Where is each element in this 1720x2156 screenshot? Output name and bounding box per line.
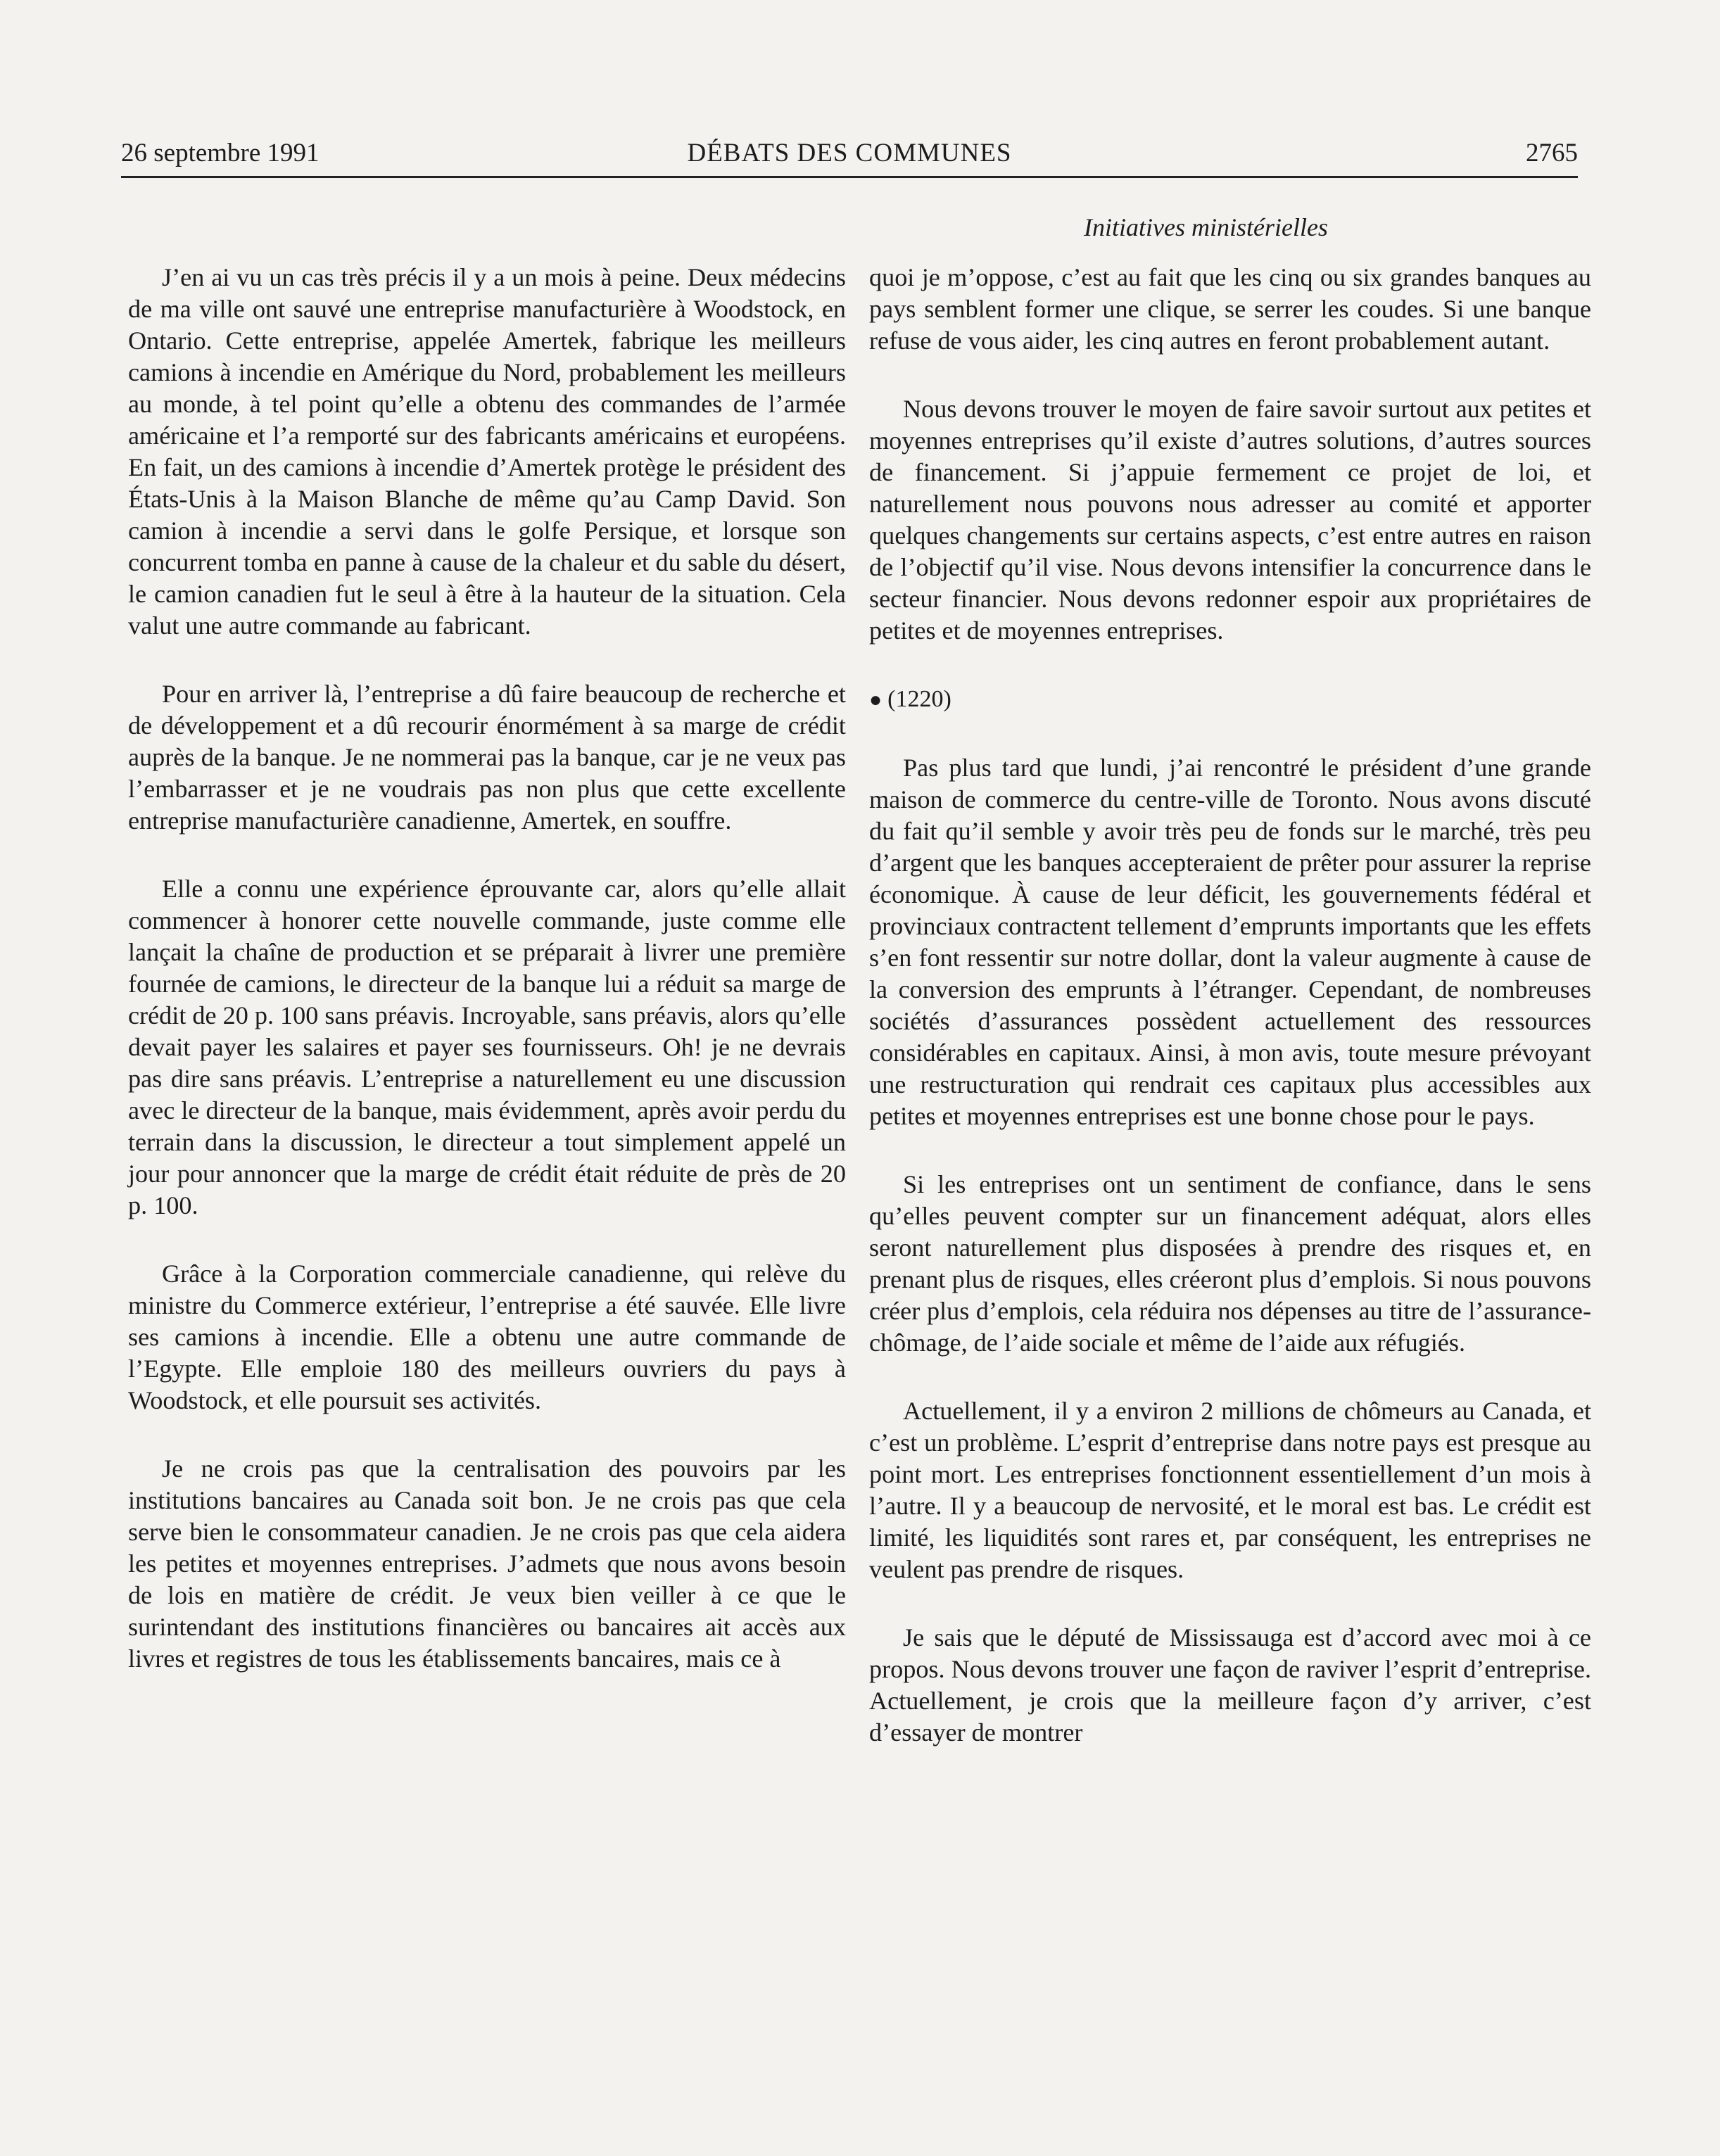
- bullet-icon: ●: [869, 688, 883, 711]
- time-marker: [869, 683, 1591, 716]
- running-header: [121, 138, 1578, 178]
- time-marker-text: (1220): [887, 686, 951, 712]
- paragraph: Je ne crois pas que la centralisation des pouvoirs par les institutions bancaires au Canada soit bon. Je ne crois pas que cela serve bien le consommateur canadien. Je ne crois pas que cela aidera les petites et moyennes entreprises. J’admets que nous avons besoin de lois en matière de crédit. Je veux bien veiller à ce que le surintendant des institutions financières ou bancaires ait accès aux livres et registres de tous les établissements bancaires, mais ce à: [128, 1454, 846, 1673]
- right-column: [869, 262, 1591, 1785]
- paragraph: Pour en arriver là, l’entreprise a dû faire beaucoup de recherche et de développement et a dû recourir énormément à sa marge de crédit auprès de la banque. Je ne nommerai pas la banque, car je ne veux pas l’embarrasser et je ne voudrais pas non plus que cette excellente entreprise manufacturière canadienne, Amertek, en souffre.: [128, 680, 846, 835]
- header-page-number: 2765: [1526, 139, 1578, 167]
- header-date: 26 septembre 1991: [121, 139, 320, 167]
- paragraph: J’en ai vu un cas très précis il y a un mois à peine. Deux médecins de ma ville ont sauvé une entreprise manufacturière à Woodstock, en Ontario. Cette entreprise, appelée Amertek, fabrique les meilleurs camions à incendie en Amérique du Nord, probablement les meilleurs au monde, à tel point qu’elle a obtenu des commandes de l’armée américaine et l’a remporté sur des fabricants américains et européens. En fait, un des camions à incendie d’Amertek protège le président des États-Unis à la Maison Blanche de même qu’au Camp David. Son camion à incendie a servi dans le golfe Persique, et lorsque son concurrent tomba en panne à cause de la chaleur et du sable du désert, le camion canadien fut le seul à être à la hauteur de la situation. Cela valut une autre commande au fabricant.: [128, 263, 846, 640]
- left-column: [128, 262, 846, 1711]
- paragraph: Elle a connu une expérience éprouvante car, alors qu’elle allait commencer à honorer cette nouvelle commande, juste comme elle lançait la chaîne de production et se préparait à livrer une première fournée de camions, le directeur de la banque lui a réduit sa marge de crédit de 20 p. 100 sans préavis. Incroyable, sans préavis, alors qu’elle devait payer les salaires et payer ses fournisseurs. Oh! je ne devrais pas dire sans préavis. L’entreprise a naturellement eu une discussion avec le directeur de la banque, mais évidemment, après avoir perdu du terrain dans la discussion, le directeur a tout simplement appelé un jour pour annoncer que la marge de crédit était réduite de près de 20 p. 100.: [128, 875, 846, 1219]
- header-title: DÉBATS DES COMMUNES: [687, 139, 1012, 167]
- paragraph: Pas plus tard que lundi, j’ai rencontré le président d’une grande maison de commerce du centre-ville de Toronto. Nous avons discuté du fait qu’il semble y avoir très peu de fonds sur le marché, très peu d’argent que les banques accepteraient de prêter pour assurer la reprise économique. À cause de leur déficit, les gouvernements fédéral et provinciaux contractent tellement d’emprunts importants que les effets s’en font ressentir sur notre dollar, dont la valeur augmente à cause de la conversion des emprunts à l’étranger. Cependant, de nombreuses sociétés d’assurances possèdent actuellement des ressources considérables en capitaux. Ainsi, à mon avis, toute mesure prévoyant une restructuration qui rendrait ces capitaux plus accessibles aux petites et moyennes entreprises est une bonne chose pour le pays.: [869, 754, 1591, 1130]
- paragraph: Nous devons trouver le moyen de faire savoir surtout aux petites et moyennes entreprises qu’il existe d’autres solutions, d’autres sources de financement. Si j’appuie fermement ce projet de loi, et naturellement nous pouvons nous adresser au comité et apporter quelques changements sur certains aspects, c’est entre autres en raison de l’objectif qu’il vise. Nous devons intensifier la concurrence dans le secteur financier. Nous devons redonner espoir aux propriétaires de petites et de moyennes entreprises.: [869, 395, 1591, 645]
- continued-paragraph: quoi je m’oppose, c’est au fait que les cinq ou six grandes banques au pays semblent former une clique, se serrer les coudes. Si une banque refuse de vous aider, les cinq autres en feront probablement autant.: [869, 263, 1591, 355]
- paragraph: Si les entreprises ont un sentiment de confiance, dans le sens qu’elles peuvent compter sur un financement adéquat, alors elles seront naturellement plus disposées à prendre des risques et, en prenant plus de risques, elles créeront plus d’emplois. Si nous pouvons créer plus d’emplois, cela réduira nos dépenses au titre de l’assurance-chômage, de l’aide sociale et même de l’aide aux réfugiés.: [869, 1170, 1591, 1357]
- paragraph: Actuellement, il y a environ 2 millions de chômeurs au Canada, et c’est un problème. L’esprit d’entreprise dans notre pays est presque au point mort. Les entreprises fonctionnent essentiellement d’un mois à l’autre. Il y a beaucoup de nervosité, et le moral est bas. Le crédit est limité, les liquidités sont rares et, par conséquent, les entreprises ne veulent pas prendre de risques.: [869, 1397, 1591, 1583]
- paragraph: Grâce à la Corporation commerciale canadienne, qui relève du ministre du Commerce extérieur, l’entreprise a été sauvée. Elle livre ses camions à incendie. Elle a obtenu une autre commande de l’Egypte. Elle emploie 180 des meilleurs ouvriers du pays à Woodstock, et elle poursuit ses activités.: [128, 1260, 846, 1414]
- paragraph: Je sais que le député de Mississauga est d’accord avec moi à ce propos. Nous devons trouver une façon de raviver l’esprit d’entreprise. Actuellement, je crois que la meilleure façon d’y arriver, c’est d’essayer de montrer: [869, 1623, 1591, 1746]
- section-label: Initiatives ministérielles: [1084, 213, 1328, 241]
